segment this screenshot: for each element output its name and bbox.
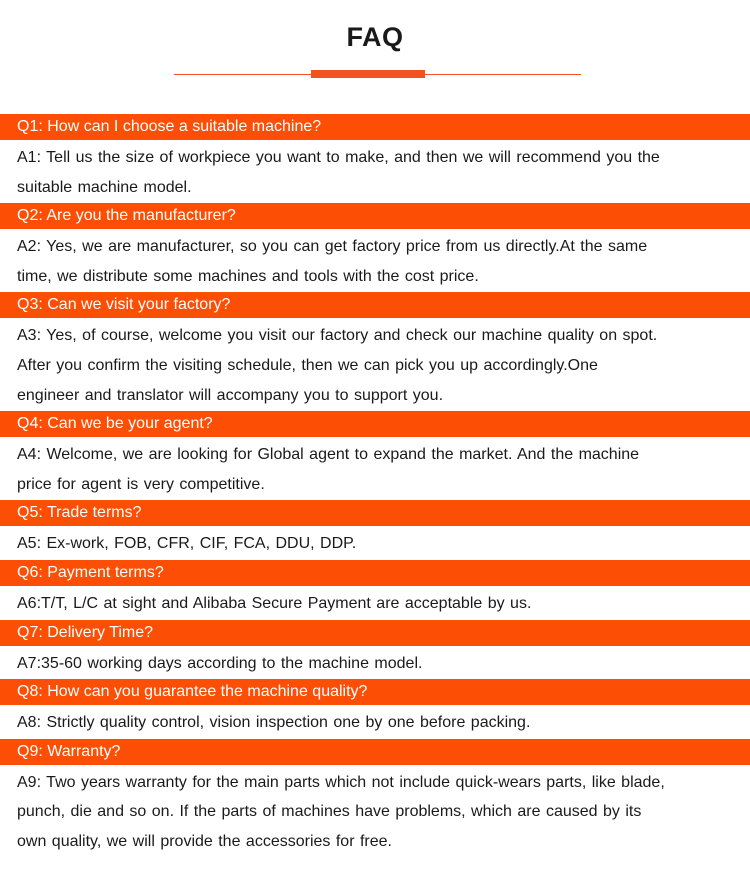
faq-answer-8 bbox=[0, 705, 750, 739]
faq-answer-line: A7:35-60 working days according to the machine model. bbox=[17, 654, 423, 672]
faq-answer-4 bbox=[0, 437, 750, 500]
faq-list bbox=[0, 114, 750, 858]
faq-question-5: Q5: Trade terms? bbox=[0, 500, 750, 526]
faq-question-9: Q9: Warranty? bbox=[0, 739, 750, 765]
faq-answer-line: suitable machine model. bbox=[17, 178, 192, 196]
faq-question-1: Q1: How can I choose a suitable machine? bbox=[0, 114, 750, 140]
faq-answer-line: A8: Strictly quality control, vision inspection one by one before packing. bbox=[17, 714, 531, 732]
faq-answer-line: A6:T/T, L/C at sight and Alibaba Secure Payment are acceptable by us. bbox=[17, 594, 532, 612]
faq-answer-3 bbox=[0, 318, 750, 411]
faq-answer-6 bbox=[0, 586, 750, 620]
faq-question-3: Q3: Can we visit your factory? bbox=[0, 292, 750, 318]
faq-answer-1 bbox=[0, 140, 750, 203]
faq-answer-line: A4: Welcome, we are looking for Global agent to expand the market. And the machine bbox=[17, 446, 640, 464]
faq-question-2: Q2: Are you the manufacturer? bbox=[0, 203, 750, 229]
faq-answer-2 bbox=[0, 229, 750, 292]
faq-answer-line: price for agent is very competitive. bbox=[17, 475, 265, 493]
faq-answer-line: own quality, we will provide the accessories for free. bbox=[17, 832, 392, 850]
faq-question-7: Q7: Delivery Time? bbox=[0, 620, 750, 646]
faq-answer-line: A3: Yes, of course, welcome you visit our factory and check our machine quality on spot. bbox=[17, 327, 658, 345]
faq-header bbox=[0, 0, 750, 112]
faq-answer-5 bbox=[0, 526, 750, 560]
faq-question-6: Q6: Payment terms? bbox=[0, 560, 750, 586]
faq-answer-line: time, we distribute some machines and tools with the cost price. bbox=[17, 267, 479, 285]
faq-answer-9 bbox=[0, 765, 750, 858]
faq-answer-line: A5: Ex-work, FOB, CFR, CIF, FCA, DDU, DDP. bbox=[17, 535, 357, 553]
faq-answer-line: punch, die and so on. If the parts of machines have problems, which are caused by its bbox=[17, 803, 642, 821]
faq-answer-line: A2: Yes, we are manufacturer, so you can get factory price from us directly.At the same bbox=[17, 238, 648, 256]
faq-question-4: Q4: Can we be your agent? bbox=[0, 411, 750, 437]
faq-answer-line: A9: Two years warranty for the main parts which not include quick-wears parts, like blade, bbox=[17, 773, 665, 791]
faq-answer-7 bbox=[0, 646, 750, 680]
faq-question-8: Q8: How can you guarantee the machine quality? bbox=[0, 679, 750, 705]
faq-answer-line: engineer and translator will accompany you to support you. bbox=[17, 386, 444, 404]
title-divider-accent bbox=[311, 70, 425, 78]
faq-answer-line: A1: Tell us the size of workpiece you want to make, and then we will recommend you the bbox=[17, 149, 660, 166]
page-title: FAQ bbox=[346, 22, 404, 52]
faq-answer-line: After you confirm the visiting schedule, then we can pick you up accordingly.One bbox=[17, 356, 598, 374]
